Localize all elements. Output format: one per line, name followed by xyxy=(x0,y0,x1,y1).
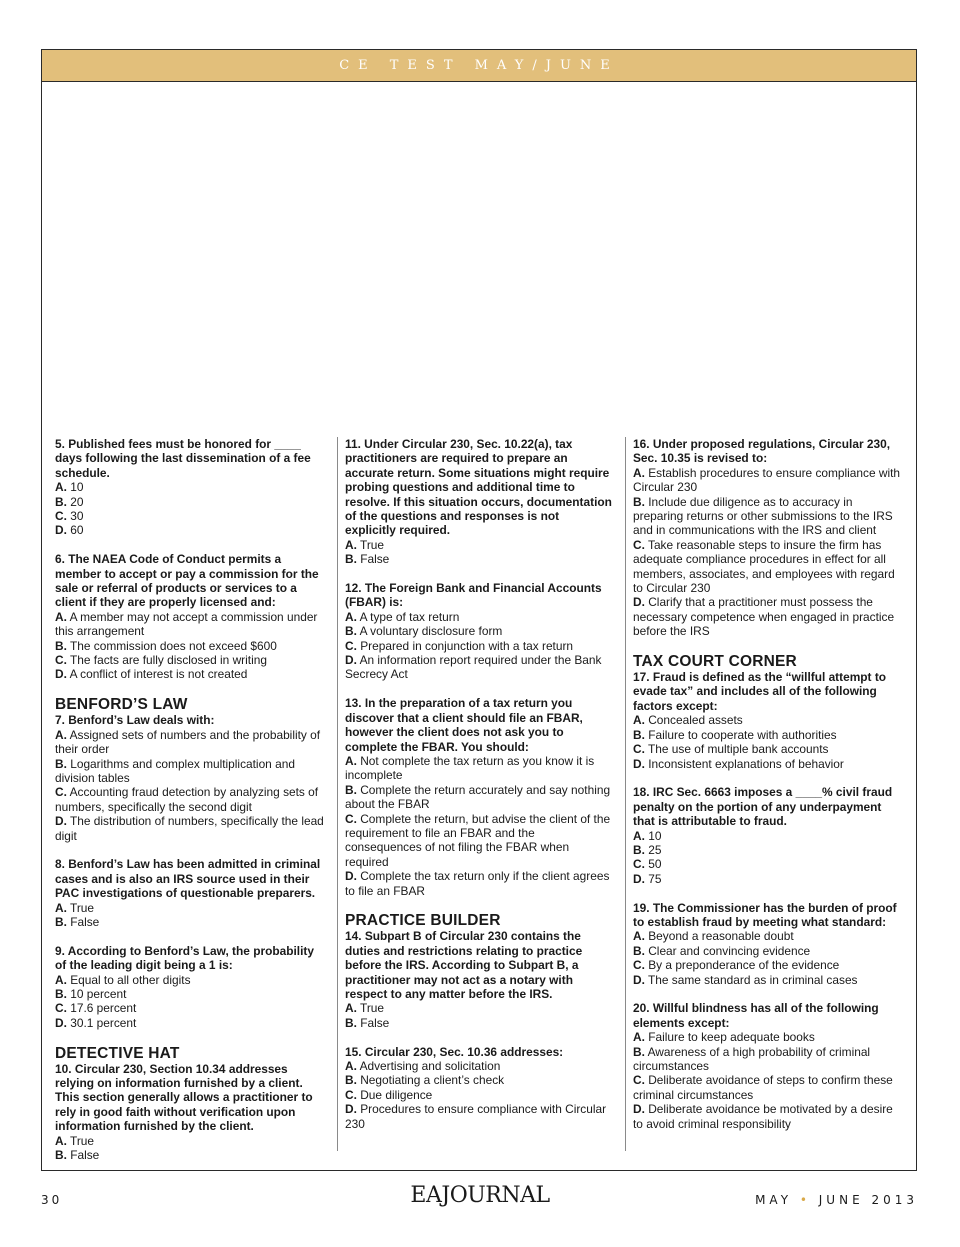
issue-date xyxy=(755,1193,918,1207)
option-letter: A. xyxy=(55,1133,67,1148)
option-text: Complete the tax return only if the client agrees to file an FBAR xyxy=(345,869,610,898)
option-letter: B. xyxy=(345,782,357,797)
question-11 xyxy=(345,437,613,567)
answer-option xyxy=(55,814,327,843)
option-letter: A. xyxy=(345,537,357,552)
answer-option xyxy=(633,742,905,756)
option-text: 17.6 percent xyxy=(70,1001,137,1016)
answer-option xyxy=(55,973,327,987)
answer-option xyxy=(345,639,613,653)
option-text: A voluntary disclosure form xyxy=(359,624,503,639)
question-13 xyxy=(345,696,613,898)
option-letter: B. xyxy=(633,1044,645,1059)
option-letter: D. xyxy=(55,1015,67,1030)
option-letter: B. xyxy=(55,638,67,653)
answer-option xyxy=(345,552,613,566)
option-text: True xyxy=(70,1133,95,1148)
option-letter: A. xyxy=(55,727,67,742)
option-letter: D. xyxy=(633,871,645,886)
question-text: 8. Benford’s Law has been admitted in criminal cases and is also an IRS source used in their PAC investigations of questionable preparers. xyxy=(55,857,321,901)
answer-option xyxy=(345,783,613,812)
answer-option xyxy=(633,495,905,538)
option-text: Complete the return accurately and say nothing about the FBAR xyxy=(345,782,611,812)
question-6 xyxy=(55,552,327,682)
answer-option xyxy=(55,901,327,915)
question-8 xyxy=(55,857,327,929)
option-letter: D. xyxy=(55,523,67,538)
answer-option xyxy=(633,1045,905,1074)
question-10 xyxy=(55,1062,327,1163)
option-letter: A. xyxy=(633,828,645,843)
answer-option xyxy=(633,728,905,742)
answer-option xyxy=(633,466,905,495)
answer-option xyxy=(55,610,327,639)
option-text: 10 xyxy=(70,480,84,495)
question-12 xyxy=(345,581,613,682)
answer-option xyxy=(345,1088,613,1102)
option-letter: B. xyxy=(633,494,645,509)
answer-option xyxy=(345,1016,613,1030)
option-text: Failure to cooperate with authorities xyxy=(648,727,837,742)
column-1 xyxy=(55,437,327,1177)
option-text: The use of multiple bank accounts xyxy=(648,742,829,757)
content-frame xyxy=(41,49,917,1171)
answer-option xyxy=(55,1016,327,1030)
answer-option xyxy=(55,757,327,786)
option-text: 75 xyxy=(648,871,662,886)
answer-option xyxy=(55,1001,327,1015)
option-letter: A. xyxy=(345,1001,357,1016)
question-text: 6. The NAEA Code of Conduct permits a member to accept or pay a commission for the sale or referral of products or services to a client if they are properly licensed and: xyxy=(55,552,319,610)
option-letter: C. xyxy=(55,1001,67,1016)
answer-option xyxy=(633,843,905,857)
option-text: The commission does not exceed $600 xyxy=(70,638,277,653)
ea-journal-logo: EAJOURNAL xyxy=(410,1183,550,1208)
option-letter: A. xyxy=(55,972,67,987)
answer-option xyxy=(55,728,327,757)
answer-option xyxy=(633,929,905,943)
answer-option xyxy=(345,754,613,783)
option-text: False xyxy=(70,1148,100,1163)
page-number: 30 xyxy=(41,1193,63,1207)
column-3 xyxy=(633,437,905,1145)
answer-option xyxy=(55,495,327,509)
question-7 xyxy=(55,713,327,843)
option-letter: A. xyxy=(633,929,645,944)
option-letter: A. xyxy=(345,609,357,624)
question-text: 7. Benford’s Law deals with: xyxy=(55,713,215,728)
option-text: The same standard as in criminal cases xyxy=(648,972,858,987)
answer-option xyxy=(55,1134,327,1148)
answer-option xyxy=(633,1073,905,1102)
option-letter: B. xyxy=(633,943,645,958)
answer-option xyxy=(55,523,327,537)
answer-option xyxy=(345,1073,613,1087)
answer-option xyxy=(633,973,905,987)
option-letter: B. xyxy=(345,1015,357,1030)
option-letter: C. xyxy=(55,785,67,800)
answer-option xyxy=(633,538,905,596)
ce-test-banner xyxy=(42,50,916,82)
option-letter: C. xyxy=(345,1087,357,1102)
option-text: Deliberate avoidance of steps to confirm these criminal circumstances xyxy=(633,1073,893,1102)
option-text: Equal to all other digits xyxy=(70,972,191,987)
option-letter: D. xyxy=(345,1102,357,1117)
question-19 xyxy=(633,901,905,987)
answer-option xyxy=(55,639,327,653)
option-letter: B. xyxy=(55,1148,67,1163)
option-letter: D. xyxy=(633,972,645,987)
option-text: Negotiating a client’s check xyxy=(360,1073,505,1088)
option-letter: B. xyxy=(55,494,67,509)
question-14 xyxy=(345,929,613,1030)
answer-option xyxy=(633,829,905,843)
option-text: Clarify that a practitioner must possess the necessary competence when engaged in practice before the IRS xyxy=(633,595,895,639)
option-letter: C. xyxy=(345,811,357,826)
option-letter: C. xyxy=(55,509,67,524)
option-text: 30 xyxy=(70,509,84,524)
question-text: 19. The Commissioner has the burden of proof to establish fraud by meeting what standard: xyxy=(633,900,897,929)
option-text: Advertising and solicitation xyxy=(359,1059,501,1073)
answer-option xyxy=(55,987,327,1001)
option-letter: C. xyxy=(55,653,67,668)
answer-option xyxy=(633,1030,905,1044)
answer-option xyxy=(55,480,327,494)
option-letter: D. xyxy=(55,667,67,682)
option-text: The facts are fully disclosed in writing xyxy=(70,653,267,668)
option-letter: B. xyxy=(345,1073,357,1088)
option-text: Procedures to ensure compliance with Circular 230 xyxy=(345,1102,607,1131)
answer-option xyxy=(633,713,905,727)
answer-option xyxy=(55,653,327,667)
section-heading-practice-builder: PRACTICE BUILDER xyxy=(345,912,501,930)
option-text: 50 xyxy=(648,857,662,872)
option-letter: C. xyxy=(633,857,645,872)
question-18 xyxy=(633,785,905,886)
column-divider xyxy=(337,437,338,1151)
question-text: 16. Under proposed regulations, Circular 230, Sec. 10.35 is revised to: xyxy=(633,437,891,466)
option-letter: A. xyxy=(633,465,645,480)
question-16 xyxy=(633,437,905,639)
option-letter: D. xyxy=(345,653,357,668)
banner-title: CE TEST MAY/JUNE xyxy=(339,58,619,73)
answer-option xyxy=(345,1102,613,1131)
question-text: 9. According to Benford’s Law, the probability of the leading digit being a 1 is: xyxy=(55,943,314,973)
column-divider xyxy=(625,437,626,1151)
answer-option xyxy=(345,1059,613,1073)
option-text: Inconsistent explanations of behavior xyxy=(648,756,844,771)
answer-option xyxy=(633,1102,905,1131)
option-text: Establish procedures to ensure compliance with Circular 230 xyxy=(633,465,901,495)
question-17 xyxy=(633,670,905,771)
question-5 xyxy=(55,437,327,538)
option-letter: B. xyxy=(345,552,357,567)
answer-option xyxy=(633,757,905,771)
option-text: 20 xyxy=(70,494,84,509)
question-text: 18. IRC Sec. 6663 imposes a ____% civil fraud penalty on the portion of any underpayment that is attributable to fraud. xyxy=(633,785,893,829)
option-letter: A. xyxy=(633,713,645,728)
option-text: True xyxy=(360,1001,385,1016)
option-text: By a preponderance of the evidence xyxy=(648,958,840,973)
option-letter: B. xyxy=(55,756,67,771)
option-text: Failure to keep adequate books xyxy=(648,1030,815,1045)
option-text: Complete the return, but advise the client of the requirement to file an FBAR and the consequences of not filing the FBAR when required xyxy=(345,811,611,869)
option-letter: C. xyxy=(633,1073,645,1088)
option-text: Accounting fraud detection by analyzing sets of numbers, specifically the second digit xyxy=(55,785,319,814)
option-letter: A. xyxy=(55,609,67,624)
question-15 xyxy=(345,1045,613,1131)
answer-option xyxy=(633,944,905,958)
option-text: Deliberate avoidance be motivated by a desire to avoid criminal responsibility xyxy=(633,1102,893,1131)
option-text: Concealed assets xyxy=(648,713,743,728)
answer-option xyxy=(633,872,905,886)
answer-option xyxy=(345,812,613,870)
option-text: Beyond a reasonable doubt xyxy=(648,929,794,944)
option-letter: C. xyxy=(633,958,645,973)
answer-option xyxy=(345,869,613,898)
question-text: 11. Under Circular 230, Sec. 10.22(a), tax practitioners are required to prepare an accurate return. Some situations might require probing questions and additional time to resolve. If this situation occurs, documentation of the questions and responses is not explicitly required. xyxy=(345,437,612,538)
option-letter: C. xyxy=(345,638,357,653)
option-letter: A. xyxy=(55,480,67,495)
option-letter: A. xyxy=(633,1030,645,1045)
option-text: Assigned sets of numbers and the probability of their order xyxy=(55,727,321,757)
option-text: Not complete the tax return as you know it is incomplete xyxy=(345,753,595,783)
answer-option xyxy=(55,785,327,814)
option-text: An information report required under the Bank Secrecy Act xyxy=(345,653,602,682)
answer-option xyxy=(345,538,613,552)
option-letter: B. xyxy=(633,842,645,857)
answer-option xyxy=(633,595,905,638)
option-letter: D. xyxy=(633,756,645,771)
option-text: False xyxy=(360,552,390,567)
option-letter: D. xyxy=(633,595,645,610)
option-letter: D. xyxy=(55,814,67,829)
question-9 xyxy=(55,944,327,1030)
answer-option xyxy=(55,667,327,681)
option-letter: B. xyxy=(55,986,67,1001)
section-heading-tax-court-corner: TAX COURT CORNER xyxy=(633,653,797,671)
option-letter: C. xyxy=(633,742,645,757)
answer-option xyxy=(345,1001,613,1015)
question-text: 17. Fraud is defined as the “willful attempt to evade tax” and includes all of the following factors except: xyxy=(633,670,887,713)
column-2 xyxy=(345,437,613,1145)
question-text: 14. Subpart B of Circular 230 contains the duties and restrictions relating to practice before the IRS. According to Subpart B, a practitioner may not act as a notary with respect to any matter before the IRS. xyxy=(345,929,583,1001)
option-letter: C. xyxy=(633,537,645,552)
option-letter: D. xyxy=(633,1102,645,1117)
option-text: 25 xyxy=(648,842,662,857)
option-text: The distribution of numbers, specifically the lead digit xyxy=(55,814,324,843)
question-columns xyxy=(55,437,903,1163)
option-letter: D. xyxy=(345,869,357,884)
question-text: 5. Published fees must be honored for ____ days following the last dissemination of a fee schedule. xyxy=(55,437,311,480)
option-text: Awareness of a high probability of criminal circumstances xyxy=(633,1044,871,1073)
option-text: Clear and convincing evidence xyxy=(648,943,811,958)
question-text: 15. Circular 230, Sec. 10.36 addresses: xyxy=(345,1044,564,1059)
answer-option xyxy=(55,1148,327,1162)
option-text: 60 xyxy=(70,523,84,538)
option-letter: A. xyxy=(345,1059,357,1073)
section-heading-detective-hat: DETECTIVE HAT xyxy=(55,1044,180,1062)
answer-option xyxy=(633,958,905,972)
option-text: 30.1 percent xyxy=(70,1015,137,1030)
option-text: True xyxy=(70,900,95,915)
option-text: Prepared in conjunction with a tax return xyxy=(360,638,574,653)
option-text: Include due diligence as to accuracy in preparing returns or other submissions to the IRS and in communications with the IRS and client xyxy=(633,494,893,538)
question-text: 13. In the preparation of a tax return you discover that a client should file an FBAR, however the client does not ask you to complete the FBAR. You should: xyxy=(345,696,583,754)
answer-option xyxy=(55,915,327,929)
option-letter: B. xyxy=(55,914,67,929)
option-text: Take reasonable steps to insure the firm has adequate compliance procedures in effect for all members, associates, and employees with regard to Circular 230 xyxy=(633,537,895,596)
option-text: 10 xyxy=(648,828,662,843)
option-text: A conflict of interest is not created xyxy=(69,667,248,682)
answer-option xyxy=(345,653,613,682)
issue-month: MAY xyxy=(755,1193,793,1207)
option-text: True xyxy=(360,537,385,552)
option-letter: A. xyxy=(55,900,67,915)
option-letter: B. xyxy=(633,727,645,742)
question-text: 20. Willful blindness has all of the following elements except: xyxy=(633,1001,879,1030)
option-text: 10 percent xyxy=(70,986,127,1001)
issue-month-year: JUNE 2013 xyxy=(818,1193,918,1207)
answer-option xyxy=(345,610,613,624)
answer-option xyxy=(55,509,327,523)
question-text: 10. Circular 230, Section 10.34 addresses relying on information furnished by a client. This section generally allows a practitioner to rely in good faith without verification upon information furnished by the client. xyxy=(55,1061,313,1134)
section-heading-benfords-law: BENFORD’S LAW xyxy=(55,696,188,714)
option-text: False xyxy=(70,914,100,929)
option-text: A member may not accept a commission under this arrangement xyxy=(55,609,318,639)
option-text: Due diligence xyxy=(360,1087,433,1102)
option-text: False xyxy=(360,1015,390,1030)
option-text: A type of tax return xyxy=(359,609,460,624)
answer-option xyxy=(345,624,613,638)
question-text: 12. The Foreign Bank and Financial Accounts (FBAR) is: xyxy=(345,581,602,610)
date-separator: • xyxy=(799,1193,811,1207)
option-letter: A. xyxy=(345,753,357,768)
option-letter: B. xyxy=(345,624,357,639)
question-20 xyxy=(633,1001,905,1131)
answer-option xyxy=(633,857,905,871)
option-text: Logarithms and complex multiplication and division tables xyxy=(55,756,295,785)
